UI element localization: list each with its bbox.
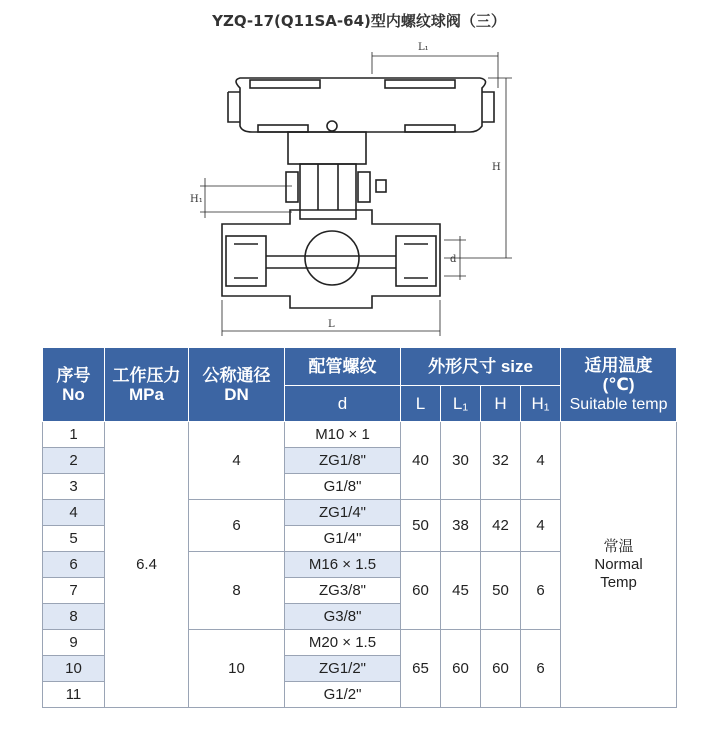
row-no: 2 xyxy=(43,448,105,474)
thread-cell: ZG1/8" xyxy=(285,448,401,474)
thread-cell: G1/8" xyxy=(285,474,401,500)
thread-cell: M16 × 1.5 xyxy=(285,552,401,578)
dn-cell: 6 xyxy=(189,500,285,552)
page-title: YZQ-17(Q11SA-64)型内螺纹球阀（三） xyxy=(212,12,506,30)
header-thread: 配管螺纹 xyxy=(285,348,401,386)
thread-cell: G3/8" xyxy=(285,604,401,630)
thread-cell: G1/4" xyxy=(285,526,401,552)
thread-cell: ZG1/2" xyxy=(285,656,401,682)
H1-cell: 6 xyxy=(521,630,561,708)
dim-label-H1: H₁ xyxy=(190,194,203,205)
dim-label-d: d xyxy=(450,254,457,265)
temperature-cell: 常温 Normal Temp xyxy=(561,422,677,708)
H-cell: 50 xyxy=(481,552,521,630)
header-thread-d: d xyxy=(285,386,401,422)
spec-table xyxy=(42,347,677,708)
dn-cell: 10 xyxy=(189,630,285,708)
header-L1: L₁ xyxy=(441,386,481,422)
L1-cell: 30 xyxy=(441,422,481,500)
L1-cell: 38 xyxy=(441,500,481,552)
H-cell: 32 xyxy=(481,422,521,500)
header-dn: 公称通径 DN xyxy=(189,348,285,422)
thread-cell: ZG1/4" xyxy=(285,500,401,526)
row-no: 10 xyxy=(43,656,105,682)
header-temp: 适用温度 (℃) Suitable temp xyxy=(561,348,677,422)
header-no: 序号 No xyxy=(43,348,105,422)
dim-label-L: L xyxy=(328,319,335,330)
dim-label-H: H xyxy=(492,162,501,173)
H1-cell: 4 xyxy=(521,422,561,500)
row-no: 6 xyxy=(43,552,105,578)
L1-cell: 60 xyxy=(441,630,481,708)
row-no: 9 xyxy=(43,630,105,656)
table-row xyxy=(43,422,677,448)
header-pressure: 工作压力 MPa xyxy=(105,348,189,422)
row-no: 7 xyxy=(43,578,105,604)
pressure-cell: 6.4 xyxy=(105,422,189,708)
L-cell: 65 xyxy=(401,630,441,708)
L-cell: 50 xyxy=(401,500,441,552)
header-H: H xyxy=(481,386,521,422)
row-no: 8 xyxy=(43,604,105,630)
header-dims: 外形尺寸 size xyxy=(401,348,561,386)
L1-cell: 45 xyxy=(441,552,481,630)
thread-cell: G1/2" xyxy=(285,682,401,708)
row-no: 4 xyxy=(43,500,105,526)
row-no: 1 xyxy=(43,422,105,448)
H-cell: 60 xyxy=(481,630,521,708)
thread-cell: ZG3/8" xyxy=(285,578,401,604)
H-cell: 42 xyxy=(481,500,521,552)
header-L: L xyxy=(401,386,441,422)
valve-technical-drawing xyxy=(0,0,718,345)
L-cell: 60 xyxy=(401,552,441,630)
thread-cell: M20 × 1.5 xyxy=(285,630,401,656)
dim-label-L1: L₁ xyxy=(418,42,429,53)
row-no: 5 xyxy=(43,526,105,552)
dn-cell: 8 xyxy=(189,552,285,630)
H1-cell: 6 xyxy=(521,552,561,630)
row-no: 11 xyxy=(43,682,105,708)
L-cell: 40 xyxy=(401,422,441,500)
header-H1: H₁ xyxy=(521,386,561,422)
H1-cell: 4 xyxy=(521,500,561,552)
dn-cell: 4 xyxy=(189,422,285,500)
thread-cell: M10 × 1 xyxy=(285,422,401,448)
row-no: 3 xyxy=(43,474,105,500)
